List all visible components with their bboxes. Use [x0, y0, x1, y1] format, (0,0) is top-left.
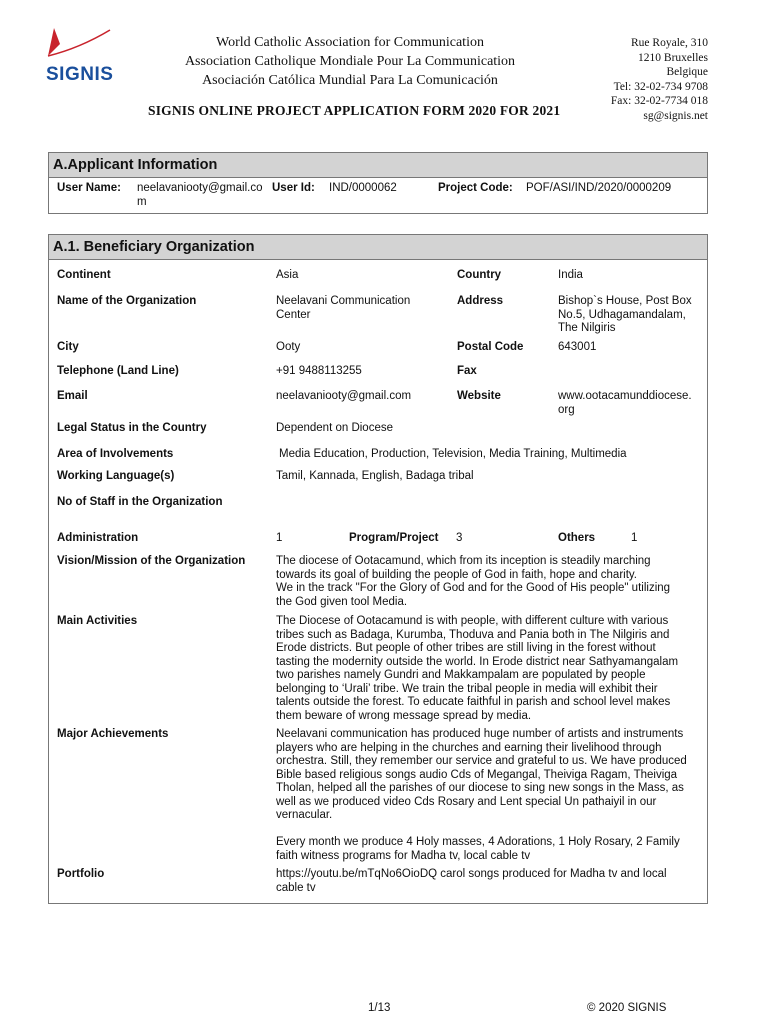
continent-label: Continent	[57, 269, 111, 281]
telephone-label: Telephone (Land Line)	[57, 365, 179, 377]
email-value: neelavaniooty@gmail.com	[276, 390, 412, 402]
achievements-line: well as we produced video Cds Rosary and Lent special Un pathaiyil in our	[276, 795, 657, 808]
address-label: Address	[457, 295, 504, 307]
achievements-line	[276, 823, 687, 837]
achievements-label: Major Achievements	[57, 728, 169, 740]
languages-label: Working Language(s)	[57, 470, 175, 482]
fax-label: Fax	[457, 365, 477, 377]
involvements-label: Area of Involvements	[57, 448, 174, 460]
program-label: Program/Project	[349, 532, 439, 544]
involvements-value: Media Education, Production, Television, Media Training, Multimedia	[279, 448, 627, 460]
address-line: Rue Royale, 310	[631, 37, 708, 49]
website-value	[558, 390, 692, 417]
city-label: City	[57, 341, 79, 353]
activities-label: Main Activities	[57, 615, 138, 627]
others-value: 1	[631, 532, 638, 544]
country-value: India	[558, 269, 583, 281]
user-id-label: User Id:	[272, 182, 315, 194]
staff-label: No of Staff in the Organization	[57, 496, 223, 508]
user-id-value: IND/0000062	[329, 182, 397, 194]
portfolio-text	[276, 868, 667, 895]
program-value: 3	[456, 532, 463, 544]
activities-line: talents outside the forest. To educate faithful in parish and school level makes	[276, 696, 671, 708]
languages-value: Tamil, Kannada, English, Badaga tribal	[276, 470, 474, 482]
postal-code-label: Postal Code	[457, 341, 524, 353]
address-value	[558, 295, 692, 336]
telephone-value: +91 9488113255	[276, 365, 362, 377]
user-name-label: User Name:	[57, 182, 121, 194]
achievements-line: Tholan, helped all the parishes of our diocese to sing new songs in the Mass, as	[276, 782, 684, 794]
activities-line: tasting the modernity outside the world. In Erode district near Sathyamangalam	[276, 655, 679, 668]
legal-status-label: Legal Status in the Country	[57, 422, 207, 434]
logo-text: SIGNIS	[46, 64, 114, 85]
user-name-line: m	[137, 195, 147, 208]
address-line: 1210 Bruxelles	[638, 51, 708, 64]
org-name-line: Neelavani Communication	[276, 295, 411, 307]
address-value-line: No.5, Udhagamandalam,	[558, 308, 686, 321]
vision-line: The diocese of Ootacamund, which from its inception is steadily marching	[276, 555, 651, 567]
form-title: SIGNIS ONLINE PROJECT APPLICATION FORM 2020 FOR 2021	[148, 103, 561, 118]
user-name-line: neelavaniooty@gmail.co	[137, 182, 263, 194]
portfolio-line: cable tv	[276, 881, 316, 894]
achievements-line: orchestra. Still, they remember our service and grateful to us. We have produced	[276, 755, 687, 767]
phone-line: Tel: 32-02-734 9708	[613, 80, 708, 93]
activities-line: tribes such as Badaga, Kurumba, Thoduva and Pania both in The Nilgiris and	[276, 628, 670, 641]
address-line: Belgique	[666, 66, 708, 78]
activities-line: two parishes namely Gundri and Makkampalam are populated by people	[276, 669, 646, 681]
administration-value: 1	[276, 532, 283, 544]
activities-line: Erode districts. But people of other tribes are still living in the forest without	[276, 642, 656, 654]
legal-status-value: Dependent on Diocese	[276, 422, 393, 434]
achievements-line: Neelavani communication has produced huge number of artists and instruments	[276, 728, 684, 740]
organization-names	[150, 33, 550, 90]
fax-line: Fax: 32-02-7734 018	[610, 95, 708, 107]
vision-line: the God given tool Media.	[276, 595, 408, 608]
vision-text	[276, 555, 670, 609]
email-line: sg@signis.net	[643, 109, 708, 122]
website-line: www.ootacamunddiocese.	[558, 390, 692, 402]
vision-line: towards its goal of building the people of God in faith, hope and charity.	[276, 568, 637, 581]
achievements-line: Bible based religious songs audio Cds of Megangal, Theiviga Ragam, Theiviga	[276, 768, 678, 781]
user-name-value	[137, 182, 262, 209]
vision-label: Vision/Mission of the Organization	[57, 555, 246, 567]
activities-line: belonging to ‘Urali’ tribe. We train the tribal people in media will exhibit their	[276, 682, 658, 695]
page-number: 1/13	[368, 1002, 391, 1014]
activities-text	[276, 615, 678, 723]
achievements-text	[276, 728, 687, 863]
postal-code-value: 643001	[558, 341, 597, 353]
administration-label: Administration	[57, 532, 139, 544]
achievements-line: players who are helping in the churches and earning their livelihood through	[276, 741, 662, 754]
org-name-label: Name of the Organization	[57, 295, 197, 307]
contact-address	[611, 36, 708, 123]
section-title: A.1. Beneficiary Organization	[49, 235, 707, 260]
org-name-value	[276, 295, 410, 322]
country-label: Country	[457, 269, 502, 281]
address-value-line: The Nilgiris	[558, 322, 616, 334]
website-line: org	[558, 403, 575, 416]
project-code-value: POF/ASI/IND/2020/0000209	[526, 182, 672, 194]
achievements-line: faith witness programs for Madha tv, local cable tv	[276, 849, 531, 862]
vision-line: We in the track "For the Glory of God and for the Good of His people" utilizing	[276, 582, 671, 594]
email-label: Email	[57, 390, 88, 402]
city-value: Ooty	[276, 341, 301, 353]
project-code-label: Project Code:	[438, 182, 513, 194]
section-title: A.Applicant Information	[49, 153, 707, 178]
activities-line: The Diocese of Ootacamund is with people, with different culture with various	[276, 615, 669, 627]
portfolio-link[interactable]: https://youtu.be/mTqNo6OioDQ carol songs produced for Madha tv and local	[276, 868, 667, 880]
org-name-line: Center	[276, 308, 311, 321]
website-label: Website	[457, 390, 501, 402]
org-name-en: World Catholic Association for Communication	[216, 35, 484, 50]
others-label: Others	[558, 532, 596, 544]
portfolio-label: Portfolio	[57, 868, 105, 880]
copyright: © 2020 SIGNIS	[587, 1002, 667, 1014]
address-value-line: Bishop`s House, Post Box	[558, 295, 692, 307]
continent-value: Asia	[276, 269, 299, 281]
achievements-line: vernacular.	[276, 809, 333, 821]
achievements-line: Every month we produce 4 Holy masses, 4 Adorations, 1 Holy Rosary, 2 Family	[276, 836, 680, 848]
org-name-es: Asociación Católica Mundial Para La Comunicación	[202, 73, 498, 88]
activities-line: them beware of wrong message spread by media.	[276, 709, 532, 722]
org-name-fr: Association Catholique Mondiale Pour La Communication	[184, 54, 516, 69]
